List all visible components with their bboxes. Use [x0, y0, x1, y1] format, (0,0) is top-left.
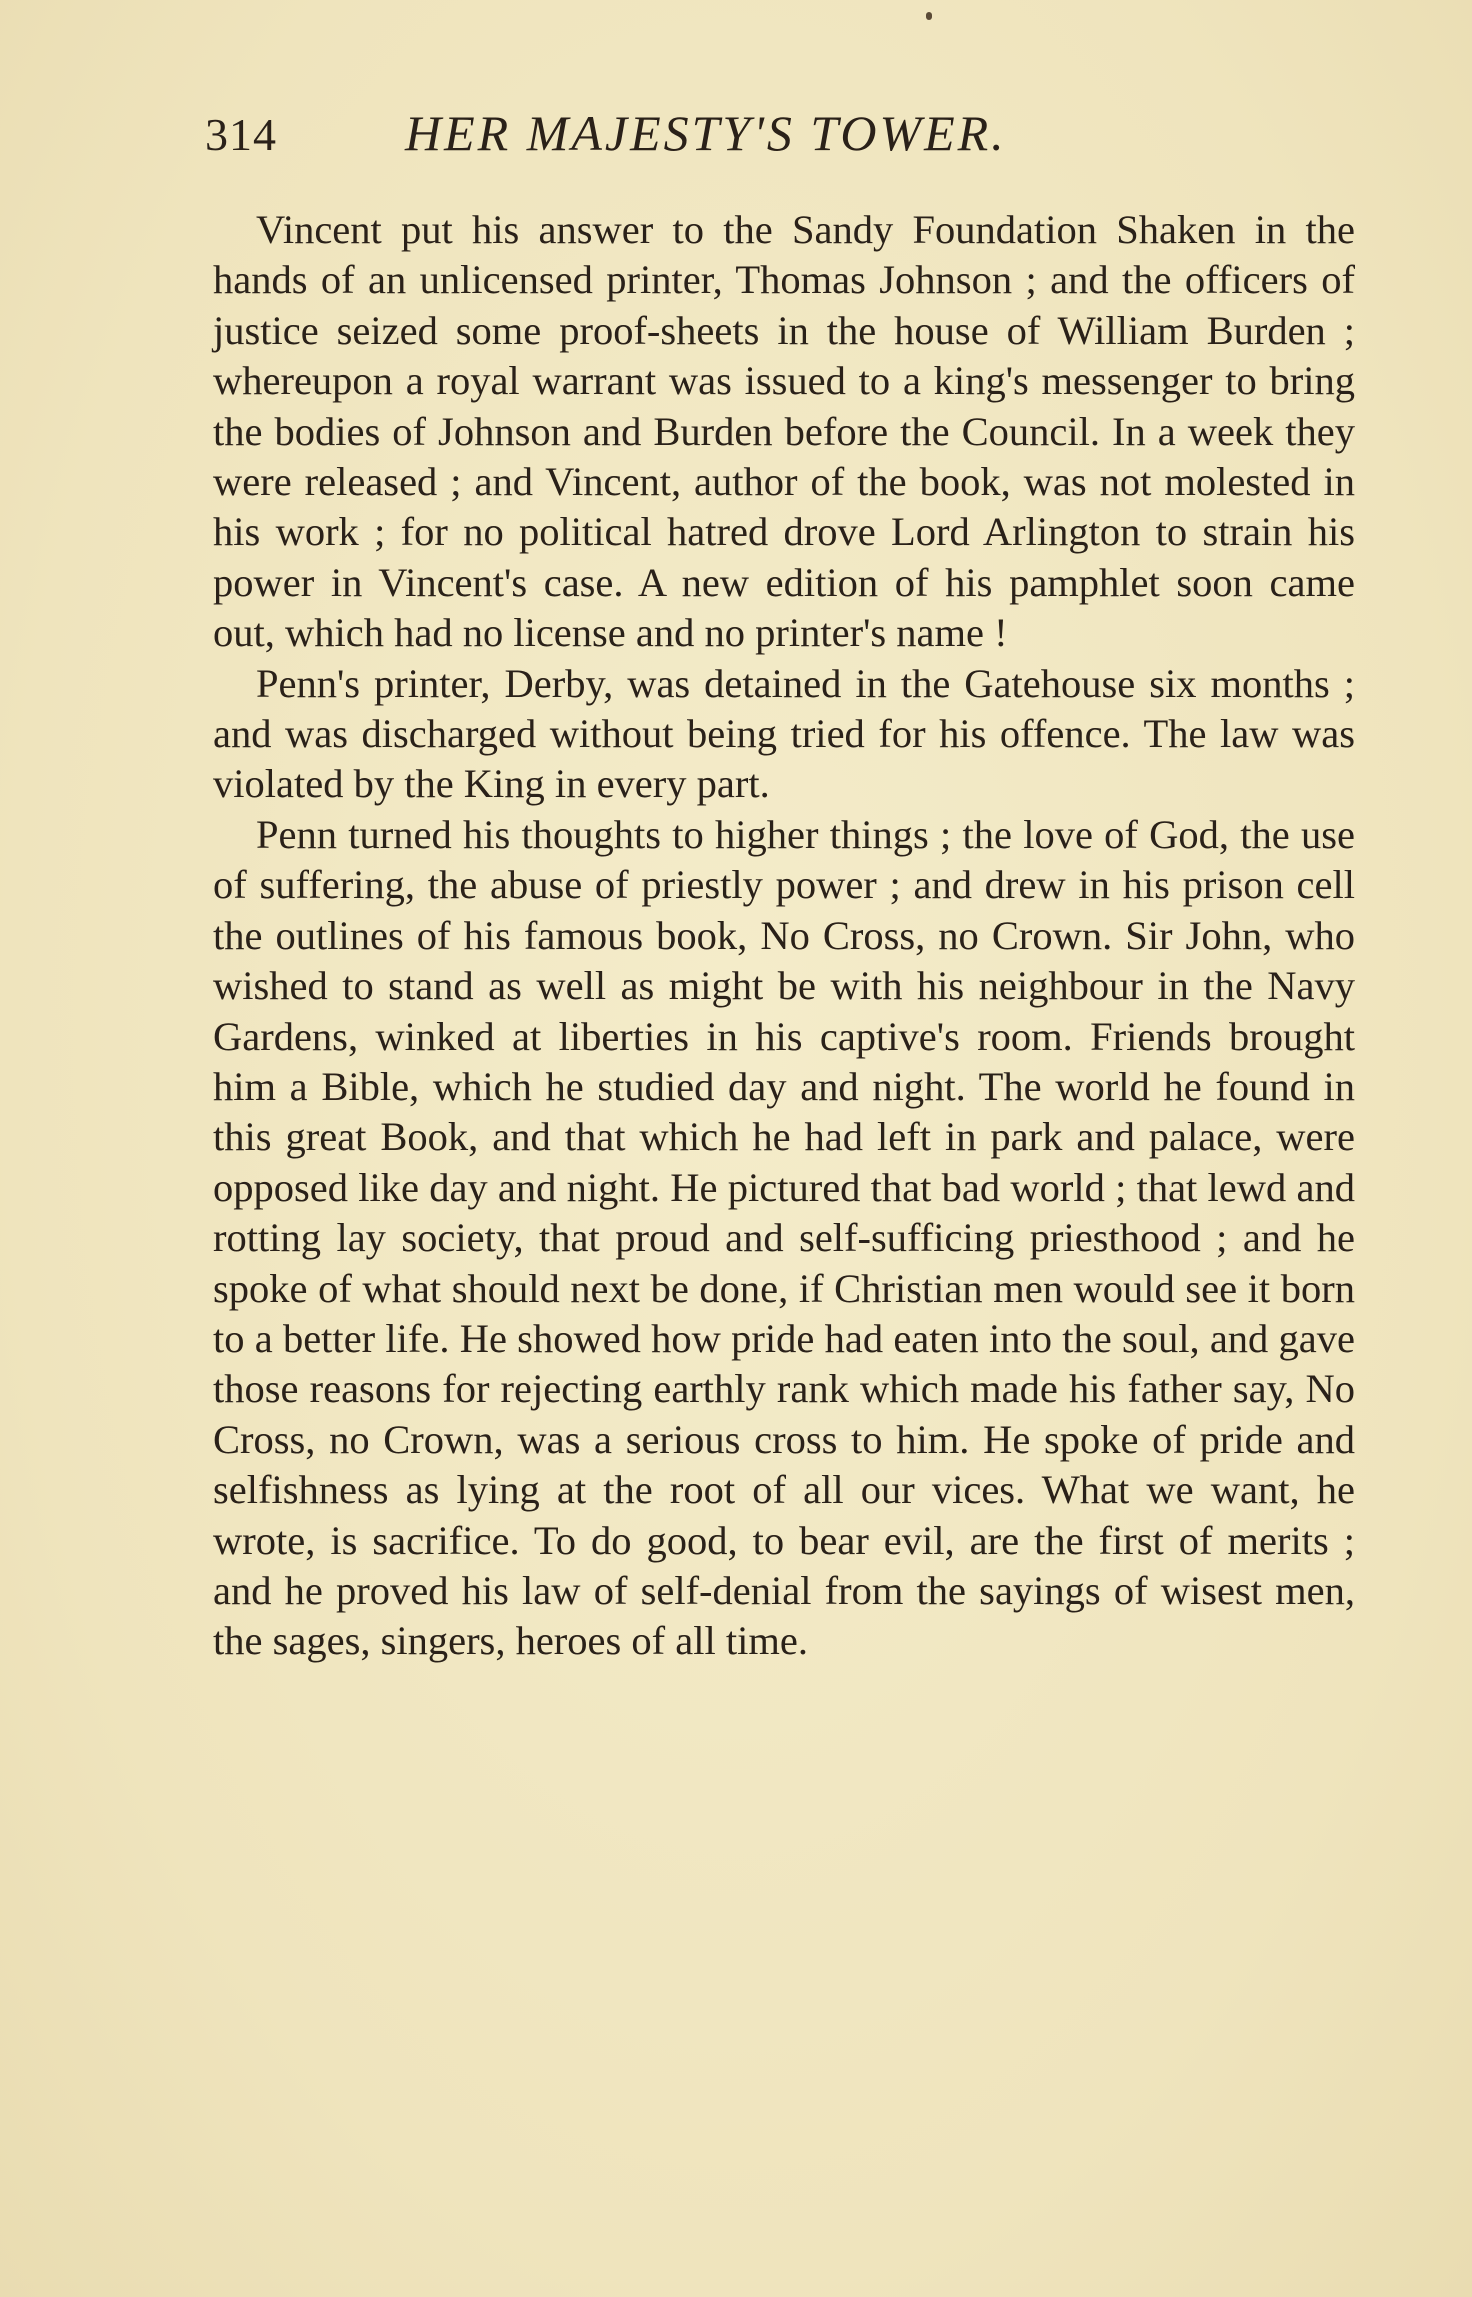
page-header [205, 100, 1355, 170]
ink-speck [926, 12, 932, 20]
paragraph-penn: Penn turned his thoughts to higher things ; the love of God, the use of suffering, the abuse of priestly power ; and drew in his prison cell the outlines of his famous book, No Cross, no Crown. Sir John, who wished to stand as well as might be with his neighbour in the Navy Gardens, winked at liberties in his captive's room. Friends brought him a Bible, which he studied day and night. The world he found in this great Book, and that which he had left in park and palace, were opposed like day and night. He pictured that bad world ; that lewd and rotting lay society, that proud and self-sufficing priesthood ; and he spoke of what should next be done, if Christian men would see it born to a better life. He showed how pride had eaten into the soul, and gave those reasons for rejecting earthly rank which made his father say, No Cross, no Crown, was a serious cross to him. He spoke of pride and selfishness as lying at the root of all our vices. What we want, he wrote, is sacrifice. To do good, to bear evil, are the first of merits ; and he proved his law of self-denial from the sayings of wisest men, the sages, singers, heroes of all time. [213, 811, 1355, 1664]
running-title: HER MAJESTY'S TOWER. [405, 105, 1007, 161]
paragraph-derby: Penn's printer, Derby, was detained in the Gatehouse six months ; and was discharged without being tried for his offence. The law was violated by the King in every part. [213, 660, 1355, 807]
page-number: 314 [205, 109, 277, 160]
paragraph-vincent: Vincent put his answer to the Sandy Foundation Shaken in the hands of an unlicensed printer, Thomas Johnson ; and the officers of justice seized some proof-sheets in the house of William Burden ; whereupon a royal warrant was issued to a king's messenger to bring the bodies of Johnson and Burden before the Council. In a week they were released ; and Vincent, author of the book, was not molested in his work ; for no political hatred drove Lord Arlington to strain his power in Vincent's case. A new edition of his pamphlet soon came out, which had no license and no printer's name ! [213, 207, 1355, 656]
body-text [213, 205, 1355, 1667]
